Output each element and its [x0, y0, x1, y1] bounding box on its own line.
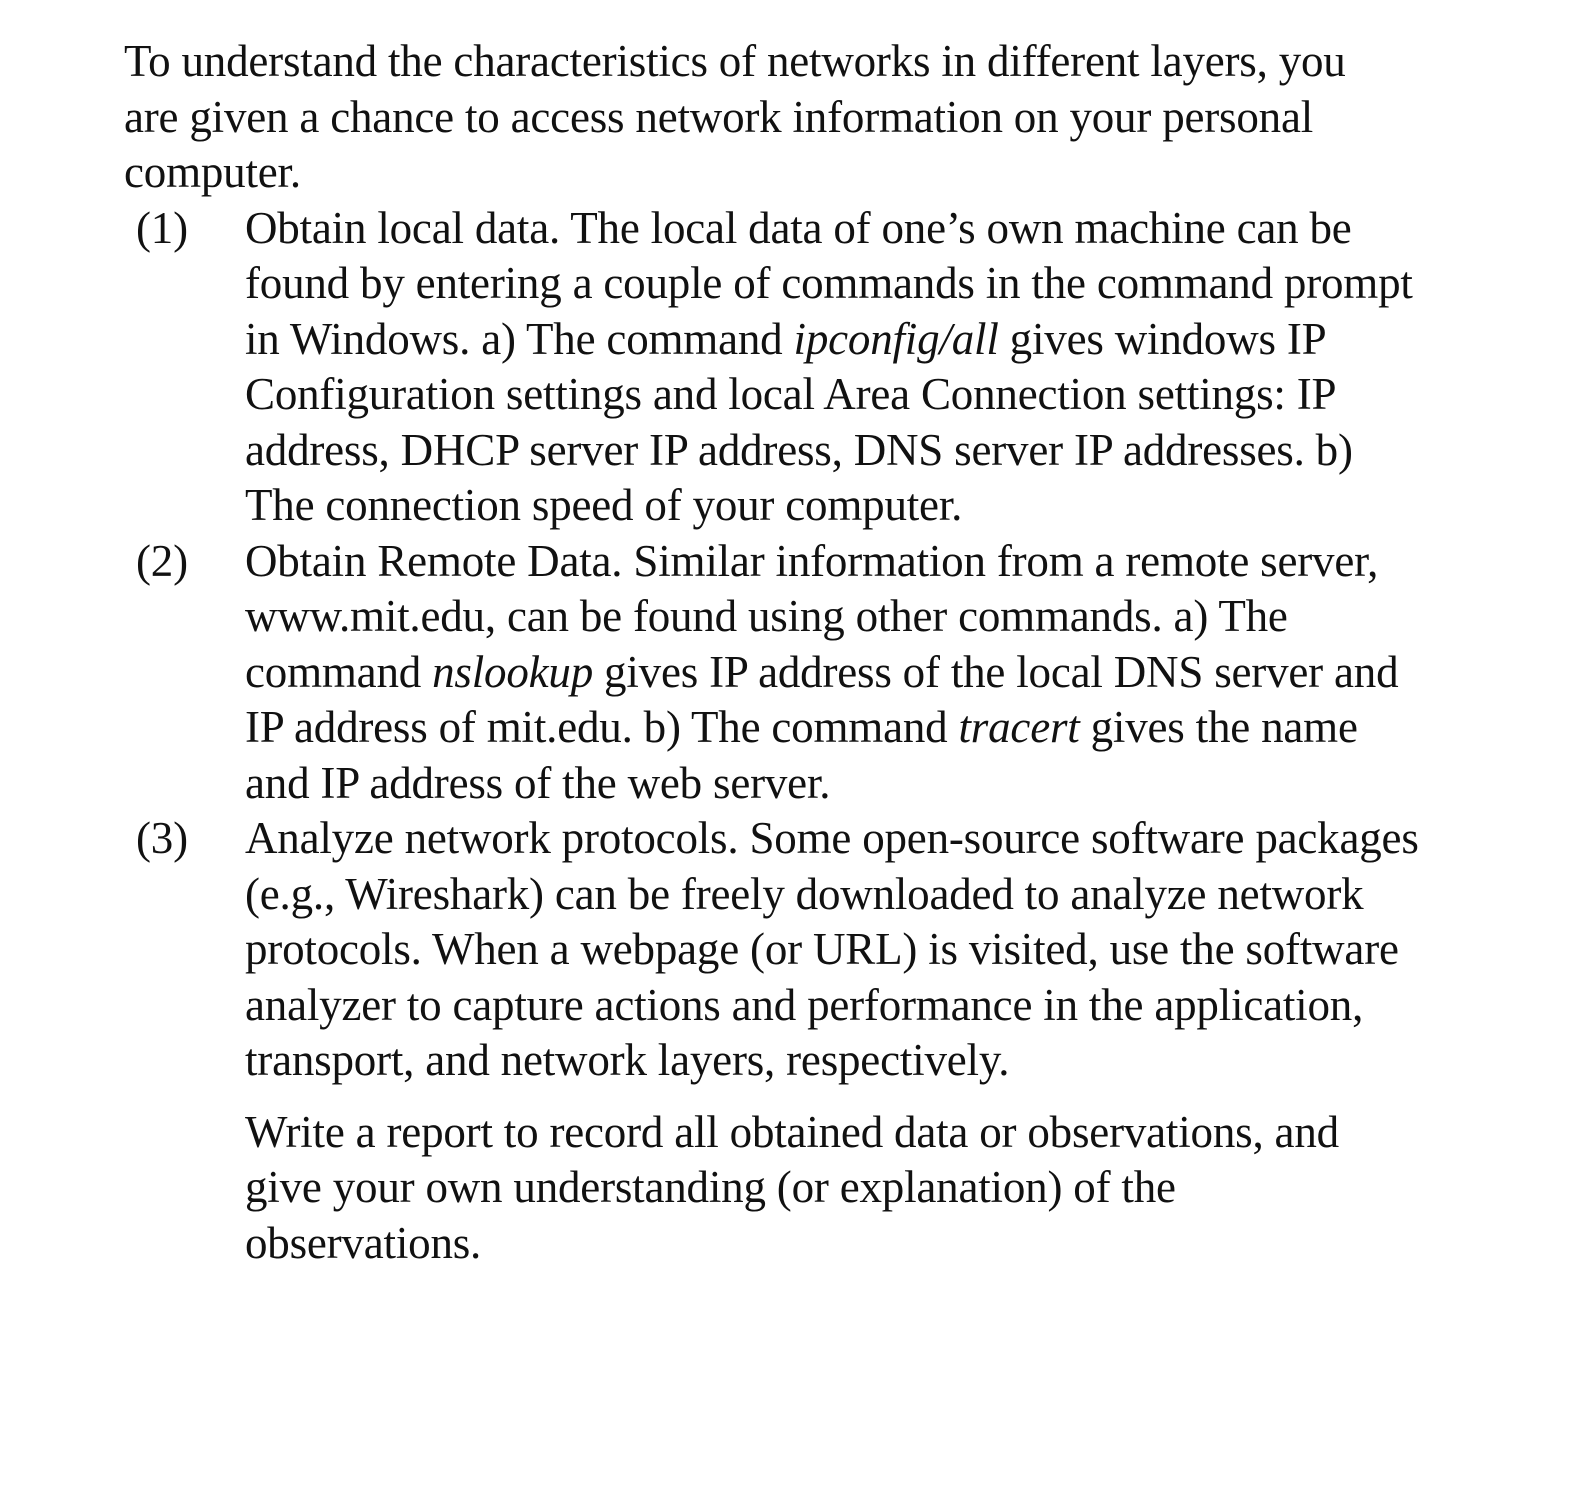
intro-paragraph: To understand the characteristics of networks in different layers, you are given a chance to access network information on your personal computer.: [124, 36, 1346, 197]
item-text-part: gives IP address of the local DNS server and IP address of mit.edu. b) The command: [245, 646, 1399, 752]
item-text: [245, 201, 1425, 534]
closing-paragraph: Write a report to record all obtained data or observations, and give your own understanding (or explanation) of the observations.: [245, 1106, 1339, 1268]
item-text: [245, 811, 1425, 1089]
item-text-part: Obtain local data. The local data of one’s own machine can be found by entering a couple of commands in the command prompt in Windows. a) The command: [245, 202, 1413, 364]
item-text: [245, 534, 1425, 812]
item-number: (1): [136, 202, 188, 253]
item-text-part: gives windows IP Configuration settings and local Area Connection settings: IP address, DHCP server IP address, DNS server IP addresses. b) The connection speed of your computer.: [245, 313, 1353, 530]
document-body: [124, 34, 1544, 1271]
list-item: [124, 201, 1544, 534]
item-number: (3): [136, 813, 188, 863]
item-number: (2): [136, 535, 188, 586]
task-list: [124, 201, 1544, 1089]
item-text-part: gives the name and IP address of the web server.: [245, 702, 1358, 808]
item-text-part: Analyze network protocols. Some open-source software packages (e.g., Wireshark) can be freely downloaded to analyze network protocols. When a webpage (or URL) is visited, use the software analyzer to capture actions and performance in the application, transport, and network layers, respectively.: [245, 813, 1419, 1085]
item-text-part: Obtain Remote Data. Similar information from a remote server, www.mit.edu, can be found using other commands. a) The command: [245, 535, 1379, 697]
command-tracert: tracert: [958, 702, 1080, 752]
list-item: [124, 534, 1544, 812]
list-item: [124, 811, 1544, 1089]
command-ipconfig: ipconfig/all: [793, 313, 999, 364]
command-nslookup: nslookup: [432, 646, 593, 697]
